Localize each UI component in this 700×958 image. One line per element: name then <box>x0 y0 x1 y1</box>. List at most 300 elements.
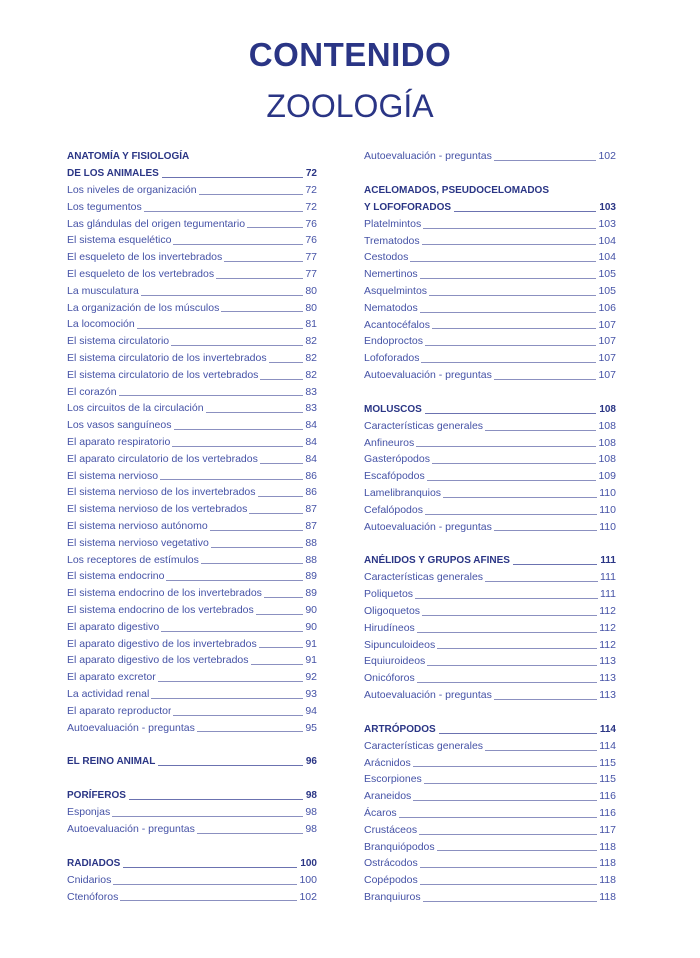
toc-entry-title: El sistema nervioso de los vertebrados <box>67 503 248 516</box>
toc-entry-title: Nematodos <box>364 301 418 314</box>
section-heading-line <box>364 199 616 216</box>
toc-entry-title: Escafópodos <box>364 470 425 483</box>
toc-entry-page: 82 <box>305 368 317 381</box>
toc-entry[interactable] <box>67 451 317 468</box>
toc-entry-page: 95 <box>305 721 317 734</box>
toc-entry-title: El aparato circulatorio de los vertebrados <box>67 452 258 465</box>
section-heading-text: RADIADOS <box>67 857 121 869</box>
toc-entry[interactable] <box>364 266 616 283</box>
toc-entry-title: Los circuitos de la circulación <box>67 402 204 415</box>
toc-entry[interactable] <box>364 805 616 822</box>
toc-entry-page: 84 <box>305 435 317 448</box>
toc-entry[interactable] <box>67 266 317 283</box>
toc-entry-title: El aparato excretor <box>67 671 156 684</box>
dot-leader <box>420 884 598 885</box>
toc-entry-page: 82 <box>305 351 317 364</box>
toc-entry-title: Cefalópodos <box>364 503 423 516</box>
dot-leader <box>247 227 303 228</box>
dot-leader <box>137 328 304 329</box>
toc-entry-title: Nemertinos <box>364 268 418 281</box>
toc-entry[interactable] <box>364 233 616 250</box>
toc-entry-title: Sipunculoideos <box>364 638 436 651</box>
toc-entry-page: 77 <box>305 251 317 264</box>
toc-entry[interactable] <box>364 872 616 889</box>
toc-entry-title: Ctenóforos <box>67 890 119 903</box>
dot-leader <box>443 497 597 498</box>
dot-leader <box>173 244 303 245</box>
toc-entry[interactable] <box>67 669 317 686</box>
toc-entry-page: 80 <box>305 301 317 314</box>
toc-entry[interactable] <box>364 569 616 586</box>
dot-leader <box>141 295 304 296</box>
toc-entry[interactable] <box>67 686 317 703</box>
dot-leader <box>158 681 304 682</box>
toc-entry-page: 113 <box>599 688 616 701</box>
section-heading <box>364 721 616 738</box>
toc-entry[interactable] <box>67 232 317 249</box>
toc-entry-title: Escorpiones <box>364 773 422 786</box>
toc-entry-title: Platelmintos <box>364 217 422 230</box>
toc-entry-page: 108 <box>598 453 616 466</box>
toc-entry-title: Autoevaluación - preguntas <box>364 688 492 701</box>
dot-leader <box>399 817 598 818</box>
toc-entry-title: El sistema esquelético <box>67 234 172 247</box>
toc-entry-page: 118 <box>599 840 616 853</box>
toc-entry[interactable] <box>67 400 317 417</box>
toc-entry[interactable] <box>67 367 317 384</box>
toc-entry[interactable] <box>364 148 616 165</box>
toc-entry-title: Lofoforados <box>364 352 420 365</box>
toc-entry[interactable] <box>364 519 616 536</box>
toc-entry-page: 116 <box>599 790 616 803</box>
toc-entry[interactable] <box>364 670 616 687</box>
dot-leader <box>494 699 597 700</box>
toc-entry-page: 113 <box>599 655 616 668</box>
toc-entry-title: La organización de los músculos <box>67 301 220 314</box>
section-heading-line <box>67 753 317 770</box>
dot-leader <box>485 430 596 431</box>
dot-leader <box>251 664 304 665</box>
toc-entry-page: 83 <box>305 402 317 415</box>
toc-entry[interactable] <box>67 652 317 669</box>
toc-entry-title: Lamelibranquios <box>364 486 442 499</box>
toc-entry-title: Los receptores de estímulos <box>67 553 199 566</box>
toc-entry[interactable] <box>67 199 317 216</box>
section-page-number: 111 <box>600 555 616 567</box>
toc-entry-page: 102 <box>598 150 616 162</box>
section-heading-line <box>67 148 317 165</box>
toc-entry-page: 89 <box>305 587 317 600</box>
toc-entry[interactable] <box>364 249 616 266</box>
toc-entry-page: 115 <box>599 773 616 786</box>
toc-entry[interactable] <box>364 435 616 452</box>
toc-section <box>364 535 616 703</box>
section-page-number: 72 <box>305 168 317 179</box>
dot-leader <box>144 211 304 212</box>
toc-section <box>364 165 616 384</box>
dot-leader <box>422 615 597 616</box>
toc-entry[interactable] <box>67 889 317 906</box>
dot-leader <box>513 564 597 565</box>
section-heading-text: ANÉLIDOS Y GRUPOS AFINES <box>364 555 510 567</box>
dot-leader <box>216 278 303 279</box>
toc-entry[interactable] <box>364 755 616 772</box>
toc-entry[interactable] <box>67 384 317 401</box>
toc-entry[interactable] <box>364 300 616 317</box>
dot-leader <box>113 884 297 885</box>
toc-entry-page: 91 <box>305 654 317 667</box>
toc-entry-page: 112 <box>599 604 616 617</box>
toc-entry-page: 88 <box>305 553 317 566</box>
dot-leader <box>123 867 297 868</box>
toc-entry-page: 84 <box>305 452 317 465</box>
section-spacer <box>364 165 616 182</box>
toc-section <box>67 838 317 906</box>
toc-entry[interactable] <box>364 839 616 856</box>
section-heading-line <box>364 182 616 199</box>
toc-entry[interactable] <box>67 619 317 636</box>
toc-entry-title: El esqueleto de los invertebrados <box>67 251 223 264</box>
dot-leader <box>410 261 596 262</box>
toc-entry-title: Araneidos <box>364 790 412 803</box>
toc-entry[interactable] <box>364 822 616 839</box>
toc-entry-page: 107 <box>598 335 616 348</box>
toc-entry[interactable] <box>364 620 616 637</box>
toc-entry-title: El aparato digestivo de los vertebrados <box>67 654 249 667</box>
dot-leader <box>171 345 303 346</box>
dot-leader <box>260 379 303 380</box>
section-heading <box>364 552 616 569</box>
toc-entry-page: 118 <box>599 857 616 870</box>
toc-entry-title: El sistema endocrino <box>67 570 165 583</box>
toc-entry-title: El sistema endocrino de los vertebrados <box>67 603 254 616</box>
dot-leader <box>427 480 597 481</box>
toc-entry[interactable] <box>67 484 317 501</box>
dot-leader <box>413 766 598 767</box>
toc-entry-page: 112 <box>599 638 616 651</box>
dot-leader <box>420 312 597 313</box>
toc-entry[interactable] <box>67 333 317 350</box>
toc-entry[interactable] <box>67 804 317 821</box>
section-spacer <box>67 838 317 855</box>
dot-leader <box>161 631 303 632</box>
toc-entry-page: 76 <box>305 234 317 247</box>
toc-entry-title: El aparato reproductor <box>67 704 172 717</box>
section-spacer <box>364 704 616 721</box>
dot-leader <box>172 446 303 447</box>
toc-entry[interactable] <box>67 720 317 737</box>
toc-entry[interactable] <box>67 417 317 434</box>
toc-entry-title: Crustáceos <box>364 823 418 836</box>
toc-entry-page: 108 <box>598 436 616 449</box>
dot-leader <box>210 530 304 531</box>
dot-leader <box>166 580 303 581</box>
dot-leader <box>425 514 597 515</box>
toc-entry[interactable] <box>67 501 317 518</box>
toc-entry[interactable] <box>67 872 317 889</box>
toc-entry-title: Asquelmintos <box>364 284 428 297</box>
dot-leader <box>173 715 303 716</box>
dot-leader <box>415 598 598 599</box>
toc-entry[interactable] <box>364 889 616 906</box>
dot-leader <box>197 833 303 834</box>
toc-entry-title: Poliquetos <box>364 588 414 601</box>
toc-entry-page: 98 <box>305 806 317 819</box>
toc-entry-page: 81 <box>305 318 317 331</box>
toc-entry-page: 84 <box>305 419 317 432</box>
toc-entry[interactable] <box>67 602 317 619</box>
section-heading-line <box>364 401 616 418</box>
dot-leader <box>413 800 597 801</box>
toc-entry-page: 114 <box>599 739 616 752</box>
toc-entry[interactable] <box>364 586 616 603</box>
dot-leader <box>485 581 598 582</box>
toc-entry[interactable] <box>364 855 616 872</box>
toc-entry-title: La musculatura <box>67 284 139 297</box>
toc-entry[interactable] <box>67 821 317 838</box>
toc-entry[interactable] <box>67 518 317 535</box>
dot-leader <box>421 362 596 363</box>
toc-entry-page: 116 <box>599 806 616 819</box>
toc-entry-page: 104 <box>598 234 616 247</box>
toc-entry-title: Gasterópodos <box>364 453 430 466</box>
dot-leader <box>221 311 303 312</box>
toc-entry-title: Los vasos sanguíneos <box>67 419 172 432</box>
toc-entry-page: 111 <box>600 571 616 584</box>
toc-entry-title: Características generales <box>364 419 484 432</box>
toc-left-column <box>67 148 317 905</box>
toc-entry-title: Cnidarios <box>67 873 112 886</box>
dot-leader <box>439 733 597 734</box>
toc-entry[interactable] <box>364 485 616 502</box>
dot-leader <box>206 412 304 413</box>
toc-entry-title: El aparato respiratorio <box>67 435 171 448</box>
section-heading <box>67 148 317 182</box>
dot-leader <box>422 244 597 245</box>
dot-leader <box>437 648 597 649</box>
dot-leader <box>120 900 297 901</box>
toc-entry-page: 111 <box>600 588 616 601</box>
dot-leader <box>260 463 303 464</box>
toc-entry[interactable] <box>364 350 616 367</box>
section-heading-line <box>67 165 317 182</box>
toc-entry[interactable] <box>364 283 616 300</box>
toc-entry[interactable] <box>364 502 616 519</box>
toc-entry[interactable] <box>67 283 317 300</box>
dot-leader <box>420 867 598 868</box>
toc-entry-title: El sistema nervioso de los invertebrados <box>67 486 256 499</box>
toc-entry-title: El sistema circulatorio <box>67 335 170 348</box>
toc-entry-page: 117 <box>599 823 616 836</box>
toc-entry[interactable] <box>364 738 616 755</box>
dot-leader <box>424 783 597 784</box>
toc-entry-title: Autoevaluación - preguntas <box>67 721 195 734</box>
dot-leader <box>201 563 303 564</box>
toc-entry-title: Características generales <box>364 571 484 584</box>
toc-entry-page: 91 <box>305 637 317 650</box>
toc-entry-page: 87 <box>305 503 317 516</box>
toc-entry[interactable] <box>67 182 317 199</box>
section-heading-line <box>67 787 317 804</box>
toc-entry-title: El aparato digestivo <box>67 620 160 633</box>
toc-section <box>364 148 616 165</box>
toc-entry-page: 109 <box>598 470 616 483</box>
toc-entry[interactable] <box>67 316 317 333</box>
dot-leader <box>416 446 596 447</box>
toc-entry-page: 90 <box>305 603 317 616</box>
toc-entry[interactable] <box>67 216 317 233</box>
toc-entry[interactable] <box>67 636 317 653</box>
toc-entry-title: Arácnidos <box>364 756 411 769</box>
toc-entry-page: 72 <box>305 184 317 196</box>
toc-entry-title: El sistema circulatorio de los invertebrados <box>67 351 267 364</box>
toc-entry[interactable] <box>67 585 317 602</box>
toc-entry-page: 72 <box>305 200 317 213</box>
toc-entry-page: 76 <box>305 217 317 230</box>
toc-entry-title: Oligoquetos <box>364 604 421 617</box>
dot-leader <box>269 362 304 363</box>
section-page-number: 100 <box>300 857 317 869</box>
toc-entry[interactable] <box>67 703 317 720</box>
section-heading-line <box>364 721 616 738</box>
section-spacer <box>67 770 317 787</box>
section-page-number: 96 <box>305 756 317 768</box>
toc-entry-title: Los tegumentos <box>67 200 142 213</box>
toc-entry-title: Branquiuros <box>364 890 421 903</box>
toc-entry-title: Ácaros <box>364 806 397 819</box>
dot-leader <box>129 799 303 800</box>
section-heading-text: MOLUSCOS <box>364 403 422 415</box>
toc-entry-title: Autoevaluación - preguntas <box>364 520 492 533</box>
toc-section <box>364 704 616 906</box>
toc-entry[interactable] <box>364 603 616 620</box>
toc-entry-page: 110 <box>599 503 616 516</box>
section-page-number: 108 <box>599 403 616 415</box>
toc-section <box>67 770 317 838</box>
dot-leader <box>423 228 596 229</box>
section-heading <box>67 753 317 770</box>
toc-entry-page: 90 <box>305 620 317 633</box>
toc-entry-title: Autoevaluación - preguntas <box>364 368 492 381</box>
toc-entry-title: El sistema circulatorio de los vertebrados <box>67 368 259 381</box>
toc-entry-page: 106 <box>598 301 616 314</box>
toc-entry[interactable] <box>364 216 616 233</box>
toc-entry[interactable] <box>67 552 317 569</box>
section-heading-line <box>364 552 616 569</box>
toc-entry-page: 110 <box>599 486 616 499</box>
section-heading <box>364 401 616 418</box>
toc-entry-title: El esqueleto de los vertebrados <box>67 267 215 280</box>
section-page-number: 98 <box>305 790 317 802</box>
dot-leader <box>112 816 303 817</box>
dot-leader <box>119 395 304 396</box>
page-subtitle: ZOOLOGÍA <box>266 88 434 124</box>
toc-entry-title: Los niveles de organización <box>67 184 197 196</box>
toc-entry[interactable] <box>364 468 616 485</box>
toc-entry-page: 80 <box>305 284 317 297</box>
dot-leader <box>211 547 303 548</box>
toc-section <box>364 384 616 536</box>
toc-entry-page: 115 <box>599 756 616 769</box>
toc-entry[interactable] <box>67 535 317 552</box>
toc-entry-page: 107 <box>598 368 616 381</box>
toc-entry[interactable] <box>67 468 317 485</box>
toc-entry-title: Acantocéfalos <box>364 318 430 331</box>
toc-entry[interactable] <box>364 451 616 468</box>
toc-entry-page: 86 <box>305 486 317 499</box>
dot-leader <box>259 647 304 648</box>
toc-entry-title: El sistema nervioso vegetativo <box>67 536 209 549</box>
toc-entry-page: 107 <box>598 318 616 331</box>
toc-entry[interactable] <box>364 771 616 788</box>
dot-leader <box>160 479 303 480</box>
section-heading <box>67 855 317 872</box>
dot-leader <box>494 160 597 161</box>
toc-entry[interactable] <box>67 434 317 451</box>
toc-entry-title: La actividad renal <box>67 687 150 700</box>
dot-leader <box>420 278 597 279</box>
toc-entry[interactable] <box>67 300 317 317</box>
toc-entry[interactable] <box>364 333 616 350</box>
toc-entry[interactable] <box>364 317 616 334</box>
dot-leader <box>224 261 303 262</box>
toc-entry-title: Cestodos <box>364 251 409 264</box>
toc-entry-title: El sistema nervioso autónomo <box>67 519 208 532</box>
section-page-number: 114 <box>599 723 616 735</box>
toc-entry[interactable] <box>67 350 317 367</box>
toc-right-column <box>364 148 616 906</box>
section-heading-text: ARTRÓPODOS <box>364 723 436 735</box>
dot-leader <box>162 177 303 178</box>
section-spacer <box>364 535 616 552</box>
toc-entry[interactable] <box>364 788 616 805</box>
toc-entry[interactable] <box>364 418 616 435</box>
toc-entry[interactable] <box>67 568 317 585</box>
toc-entry-page: 86 <box>305 469 317 482</box>
toc-entry[interactable] <box>67 249 317 266</box>
toc-entry-page: 112 <box>599 621 616 634</box>
toc-entry-title: Copépodos <box>364 874 418 887</box>
dot-leader <box>151 698 303 699</box>
section-heading-text: PORÍFEROS <box>67 790 126 802</box>
toc-entry-page: 94 <box>305 704 317 717</box>
toc-entry-title: El aparato digestivo de los invertebrados <box>67 637 257 650</box>
dot-leader <box>158 765 303 766</box>
toc-entry[interactable] <box>364 687 616 704</box>
dot-leader <box>249 513 303 514</box>
toc-entry[interactable] <box>364 367 616 384</box>
toc-entry-title: El sistema nervioso <box>67 469 159 482</box>
toc-entry-page: 118 <box>599 874 616 887</box>
toc-entry[interactable] <box>364 637 616 654</box>
toc-section <box>67 736 317 770</box>
toc-entry-page: 113 <box>599 672 616 685</box>
dot-leader <box>199 194 304 195</box>
section-heading-text: Y LOFOFORADOS <box>364 201 452 213</box>
dot-leader <box>425 345 597 346</box>
section-page-number: 103 <box>599 201 616 213</box>
dot-leader <box>432 463 597 464</box>
toc-entry-title: Esponjas <box>67 806 111 819</box>
toc-entry-page: 88 <box>305 536 317 549</box>
section-heading-text: ACELOMADOS, PSEUDOCELOMADOS <box>364 184 550 196</box>
toc-entry[interactable] <box>364 653 616 670</box>
dot-leader <box>264 597 303 598</box>
toc-entry-page: 110 <box>599 520 616 533</box>
section-spacer <box>364 384 616 401</box>
toc-entry-title: La locomoción <box>67 318 135 331</box>
toc-entry-page: 105 <box>598 268 616 281</box>
